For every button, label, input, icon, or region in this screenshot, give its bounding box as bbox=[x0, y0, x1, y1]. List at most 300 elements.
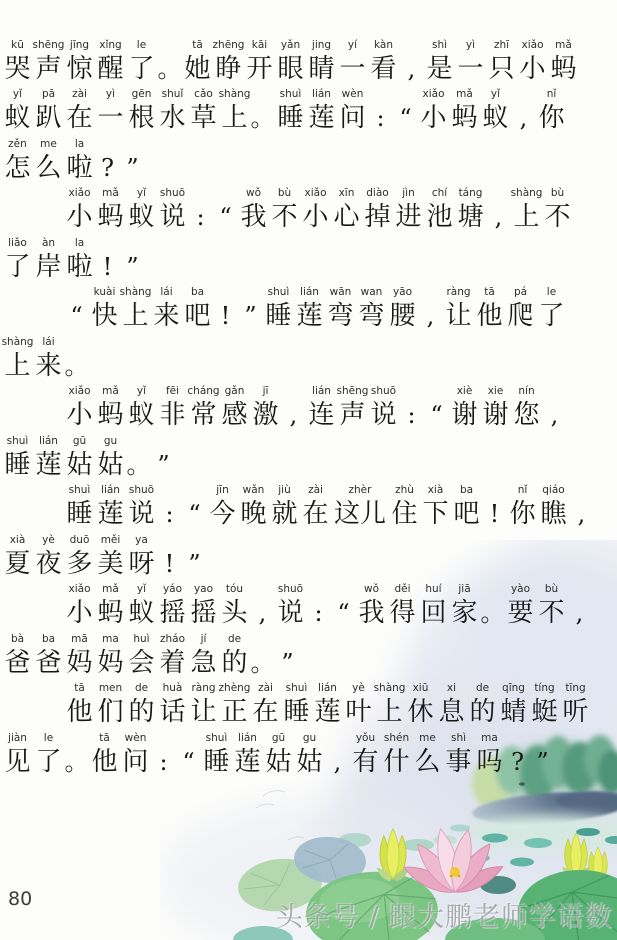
hanzi: 莲 bbox=[296, 301, 323, 331]
hanzi: 开 bbox=[246, 53, 273, 84]
pinyin: jīn bbox=[216, 484, 229, 496]
pinyin: lián bbox=[39, 434, 58, 447]
pinyin: gu bbox=[302, 731, 317, 744]
pinyin: shuō bbox=[159, 187, 186, 199]
pinyin: ba bbox=[41, 632, 56, 645]
hanzi: : bbox=[165, 500, 174, 528]
hanzi-cell bbox=[157, 681, 188, 729]
pinyin: xiǎo bbox=[68, 385, 91, 397]
hanzi: “ bbox=[182, 747, 195, 776]
punctuation-cell bbox=[213, 186, 238, 234]
hanzi: 爬 bbox=[507, 301, 534, 331]
hanzi: 蜓 bbox=[531, 697, 558, 727]
hanzi-cell bbox=[33, 137, 64, 185]
hanzi-cell bbox=[436, 681, 467, 729]
hanzi-cell bbox=[95, 681, 126, 729]
hanzi: 蚂 bbox=[97, 202, 124, 232]
hanzi: 您 bbox=[513, 400, 540, 430]
hanzi-cell bbox=[64, 632, 95, 680]
hanzi: 她 bbox=[184, 53, 211, 84]
text-line bbox=[2, 36, 592, 86]
punctuation-cell bbox=[331, 582, 356, 630]
hanzi: 会 bbox=[128, 647, 155, 678]
hanzi-cell bbox=[507, 483, 538, 531]
punctuation-cell bbox=[250, 582, 275, 630]
hanzi-cell bbox=[244, 38, 275, 86]
hanzi: 美 bbox=[97, 548, 124, 579]
pinyin: shuǐ bbox=[161, 88, 184, 100]
punctuation-cell bbox=[157, 38, 182, 86]
hanzi-cell bbox=[505, 285, 536, 333]
pinyin: xià bbox=[427, 484, 444, 496]
pinyin: gēn bbox=[131, 88, 152, 100]
hanzi-cell bbox=[356, 582, 387, 630]
hanzi-cell bbox=[368, 38, 399, 86]
pinyin: yè bbox=[42, 533, 55, 546]
pinyin: pā bbox=[41, 88, 56, 100]
pinyin: le bbox=[43, 731, 54, 744]
hanzi: 听 bbox=[562, 697, 589, 727]
pinyin: yǐ bbox=[136, 187, 147, 199]
pinyin: duō bbox=[69, 533, 90, 546]
hanzi: 蚂 bbox=[550, 53, 577, 84]
hanzi: 莲 bbox=[308, 103, 335, 133]
hanzi-cell bbox=[126, 681, 157, 729]
punctuation-cell bbox=[399, 38, 424, 86]
hanzi-cell bbox=[536, 582, 567, 630]
hanzi: 心 bbox=[333, 202, 360, 232]
hanzi: 蚁 bbox=[4, 103, 31, 133]
hanzi-cell bbox=[275, 38, 306, 86]
pinyin: shàng bbox=[510, 187, 543, 199]
hanzi: 说 bbox=[277, 598, 304, 628]
hanzi: 只 bbox=[488, 53, 515, 84]
pinyin: jing bbox=[311, 38, 332, 51]
hanzi-cell bbox=[95, 533, 126, 581]
punctuation-cell bbox=[238, 285, 263, 333]
hanzi: 要 bbox=[507, 598, 534, 628]
hanzi-cell bbox=[449, 384, 480, 432]
hanzi-cell bbox=[281, 681, 312, 729]
hanzi-cell bbox=[213, 38, 244, 86]
hanzi: 趴 bbox=[35, 103, 62, 133]
hanzi: , bbox=[494, 203, 503, 231]
pinyin: ya bbox=[135, 533, 148, 546]
hanzi-cell bbox=[64, 384, 95, 432]
hanzi-cell bbox=[337, 87, 368, 135]
hanzi: 们 bbox=[97, 697, 124, 727]
text-line bbox=[2, 185, 617, 235]
hanzi-cell bbox=[219, 582, 250, 630]
hanzi-cell bbox=[356, 285, 387, 333]
hanzi-cell bbox=[350, 731, 381, 779]
hanzi-cell bbox=[33, 632, 64, 680]
text-line bbox=[2, 630, 592, 680]
pinyin: wān bbox=[329, 286, 352, 298]
hanzi-cell bbox=[387, 285, 418, 333]
hanzi: 爸 bbox=[4, 647, 31, 678]
pinyin: shuō bbox=[370, 385, 397, 397]
pinyin: yào bbox=[510, 583, 531, 595]
watermark-text: 头条号 / 跟大鹏老师学语数 bbox=[275, 902, 613, 933]
pinyin: yì bbox=[105, 88, 116, 100]
pinyin: huí bbox=[425, 583, 442, 595]
hanzi-cell bbox=[64, 38, 95, 86]
hanzi: 晚 bbox=[240, 499, 267, 529]
hanzi-cell bbox=[511, 186, 542, 234]
text-line bbox=[2, 581, 617, 631]
hanzi: 他 bbox=[66, 697, 93, 727]
hanzi-cell bbox=[2, 434, 33, 482]
hanzi-cell bbox=[474, 285, 505, 333]
pinyin: shàng bbox=[1, 335, 34, 348]
punctuation-cell bbox=[480, 582, 505, 630]
hanzi: 来 bbox=[153, 301, 180, 331]
hanzi: 下 bbox=[422, 499, 449, 529]
punctuation-cell bbox=[418, 285, 443, 333]
hanzi: 上 bbox=[122, 301, 149, 331]
pinyin: àn bbox=[41, 236, 56, 249]
hanzi: 蚁 bbox=[128, 202, 155, 232]
hanzi-cell bbox=[486, 38, 517, 86]
hanzi: 不 bbox=[271, 202, 298, 232]
punctuation-cell bbox=[182, 533, 207, 581]
pinyin: bù bbox=[544, 583, 559, 595]
hanzi: , bbox=[575, 599, 584, 627]
hanzi-cell bbox=[536, 285, 567, 333]
pinyin: liǎo bbox=[8, 236, 27, 249]
pinyin: tā bbox=[99, 731, 110, 744]
pinyin: shuì bbox=[285, 682, 308, 694]
hanzi-cell bbox=[64, 434, 95, 482]
hanzi: 在 bbox=[66, 103, 93, 133]
pinyin: shuō bbox=[277, 583, 304, 595]
hanzi: 常 bbox=[190, 400, 217, 430]
hanzi: 住 bbox=[391, 499, 418, 529]
pinyin: ràng bbox=[446, 286, 471, 298]
hanzi-cell bbox=[33, 87, 64, 135]
pinyin: ba bbox=[190, 286, 205, 298]
hanzi: 多 bbox=[66, 548, 93, 579]
pinyin: gū bbox=[72, 434, 87, 447]
hanzi: : bbox=[314, 599, 323, 627]
hanzi: 不 bbox=[544, 202, 571, 232]
pinyin: yǐ bbox=[490, 88, 501, 100]
text-line bbox=[2, 383, 617, 433]
hanzi-cell bbox=[64, 137, 95, 185]
pinyin: jiù bbox=[278, 484, 291, 496]
hanzi-cell bbox=[238, 186, 269, 234]
hanzi: 。 bbox=[250, 104, 275, 132]
pinyin: nín bbox=[518, 385, 535, 397]
hanzi: 小 bbox=[66, 598, 93, 628]
hanzi: 在 bbox=[252, 697, 279, 727]
punctuation-cell bbox=[275, 632, 300, 680]
hanzi-cell bbox=[405, 681, 436, 729]
hanzi-cell bbox=[64, 483, 95, 531]
hanzi-cell bbox=[188, 384, 219, 432]
pinyin: tīng bbox=[565, 682, 586, 694]
hanzi: 啦 bbox=[66, 251, 93, 282]
pinyin: kū bbox=[11, 38, 24, 51]
pinyin: shēng bbox=[336, 385, 369, 397]
hanzi: , bbox=[426, 302, 435, 330]
hanzi: 上 bbox=[376, 697, 403, 727]
hanzi-cell bbox=[157, 186, 188, 234]
pinyin: diào bbox=[366, 187, 389, 199]
hanzi-cell bbox=[529, 681, 560, 729]
hanzi: 么 bbox=[414, 746, 441, 777]
hanzi: 就 bbox=[271, 499, 298, 529]
text-line bbox=[2, 432, 592, 482]
pinyin: lái bbox=[42, 335, 55, 348]
hanzi-cell bbox=[343, 681, 374, 729]
hanzi-cell bbox=[424, 38, 455, 86]
hanzi: 的 bbox=[469, 697, 496, 727]
hanzi-cell bbox=[2, 533, 33, 581]
pinyin: mǎ bbox=[555, 38, 572, 51]
punctuation-cell bbox=[182, 483, 207, 531]
pinyin: yao bbox=[193, 583, 214, 595]
hanzi-cell bbox=[250, 681, 281, 729]
hanzi-cell bbox=[325, 285, 356, 333]
pinyin: mǎ bbox=[456, 88, 473, 100]
pinyin: ma bbox=[102, 632, 119, 645]
pinyin: xiǎo bbox=[422, 88, 445, 100]
hanzi-cell bbox=[238, 483, 269, 531]
punctuation-cell bbox=[250, 632, 275, 680]
hanzi: “ bbox=[70, 302, 83, 330]
pinyin: ma bbox=[481, 731, 498, 744]
pinyin: mā bbox=[71, 632, 88, 645]
punctuation-cell bbox=[399, 384, 424, 432]
hanzi: 感 bbox=[221, 400, 248, 430]
hanzi: 是 bbox=[426, 53, 453, 84]
pinyin: zhēng bbox=[212, 38, 245, 51]
hanzi: ! bbox=[220, 302, 231, 330]
hanzi-cell bbox=[33, 38, 64, 86]
hanzi: 在 bbox=[302, 499, 329, 529]
pinyin: ba bbox=[459, 484, 474, 496]
hanzi: “ bbox=[430, 401, 443, 429]
punctuation-cell bbox=[95, 137, 120, 185]
hanzi: 说 bbox=[370, 400, 397, 430]
hanzi-cell bbox=[455, 38, 486, 86]
hanzi: 瞧 bbox=[540, 499, 567, 529]
hanzi-cell bbox=[331, 186, 362, 234]
hanzi-cell bbox=[306, 87, 337, 135]
hanzi-cell bbox=[424, 186, 455, 234]
pinyin: xīn bbox=[338, 187, 355, 199]
pinyin: táng bbox=[458, 187, 483, 199]
pinyin: cǎo bbox=[194, 88, 213, 100]
hanzi: 小 bbox=[420, 103, 447, 133]
pinyin: huì bbox=[133, 632, 150, 645]
hanzi: , bbox=[407, 54, 416, 83]
pinyin: zài bbox=[258, 682, 273, 694]
hanzi: 吗 bbox=[476, 746, 503, 777]
punctuation-cell bbox=[188, 186, 213, 234]
pinyin: xiǎo bbox=[68, 583, 91, 595]
hanzi: ! bbox=[102, 252, 113, 281]
hanzi-cell bbox=[269, 483, 300, 531]
pinyin: wan bbox=[360, 286, 383, 298]
hanzi-cell bbox=[263, 285, 294, 333]
hanzi-cell bbox=[300, 186, 331, 234]
hanzi: 一 bbox=[339, 53, 366, 84]
hanzi: 有 bbox=[352, 746, 379, 777]
hanzi: 息 bbox=[438, 697, 465, 727]
pinyin: shén bbox=[383, 731, 410, 744]
punctuation-cell bbox=[424, 384, 449, 432]
hanzi-cell bbox=[232, 731, 263, 779]
hanzi: 莲 bbox=[234, 746, 261, 777]
hanzi: ” bbox=[536, 747, 549, 776]
hanzi: 睡 bbox=[203, 746, 230, 777]
hanzi: 今 bbox=[209, 499, 236, 529]
punctuation-cell bbox=[569, 483, 594, 531]
hanzi: 叶 bbox=[345, 697, 372, 727]
hanzi-cell bbox=[498, 681, 529, 729]
hanzi-cell bbox=[126, 186, 157, 234]
hanzi: , bbox=[289, 401, 298, 429]
pinyin: lián bbox=[101, 484, 120, 496]
hanzi-cell bbox=[420, 483, 451, 531]
punctuation-cell bbox=[482, 483, 507, 531]
hanzi: 睡 bbox=[283, 697, 310, 727]
hanzi-cell bbox=[443, 285, 474, 333]
hanzi: 。 bbox=[126, 450, 151, 479]
hanzi: 掉 bbox=[364, 202, 391, 232]
hanzi: 见 bbox=[4, 746, 31, 777]
hanzi: 他 bbox=[476, 301, 503, 331]
hanzi: 小 bbox=[66, 400, 93, 430]
hanzi: 你 bbox=[538, 103, 565, 133]
pinyin: wǒ bbox=[245, 187, 261, 199]
hanzi-cell bbox=[126, 582, 157, 630]
hanzi: 一 bbox=[97, 103, 124, 133]
hanzi: , bbox=[333, 747, 342, 776]
hanzi: 声 bbox=[339, 400, 366, 430]
hanzi-cell bbox=[157, 632, 188, 680]
hanzi: 。 bbox=[480, 599, 505, 627]
pinyin: me bbox=[40, 137, 57, 150]
hanzi-cell bbox=[455, 186, 486, 234]
pinyin: xǐng bbox=[99, 38, 122, 51]
hanzi-cell bbox=[480, 384, 511, 432]
hanzi-cell bbox=[2, 236, 33, 284]
hanzi-cell bbox=[33, 434, 64, 482]
hanzi: ” bbox=[126, 252, 139, 281]
hanzi-cell bbox=[188, 632, 219, 680]
pinyin: yǐ bbox=[12, 88, 23, 100]
hanzi-cell bbox=[389, 483, 420, 531]
hanzi-cell bbox=[95, 38, 126, 86]
pinyin: xiǎo bbox=[304, 187, 327, 199]
pinyin: shàng bbox=[119, 286, 152, 298]
punctuation-cell bbox=[126, 434, 151, 482]
hanzi-cell bbox=[294, 731, 325, 779]
hanzi: 岸 bbox=[35, 251, 62, 282]
hanzi: 草 bbox=[190, 103, 217, 133]
hanzi: 声 bbox=[35, 53, 62, 84]
hanzi-cell bbox=[2, 38, 33, 86]
text-line bbox=[2, 729, 592, 779]
hanzi: 啦 bbox=[66, 152, 93, 183]
pinyin: tā bbox=[74, 682, 85, 694]
hanzi: 急 bbox=[190, 647, 217, 678]
hanzi: 摇 bbox=[190, 598, 217, 628]
hanzi: 塘 bbox=[457, 202, 484, 232]
hanzi: 的 bbox=[128, 697, 155, 727]
hanzi: 睡 bbox=[277, 103, 304, 133]
hanzi: , bbox=[550, 401, 559, 429]
hanzi: 上 bbox=[4, 350, 31, 381]
hanzi-cell bbox=[33, 335, 64, 383]
hanzi: 姑 bbox=[97, 449, 124, 480]
text-line bbox=[2, 284, 617, 334]
hanzi-cell bbox=[33, 533, 64, 581]
hanzi: 我 bbox=[358, 598, 385, 628]
hanzi-cell bbox=[412, 731, 443, 779]
hanzi: 弯 bbox=[358, 301, 385, 331]
hanzi: 谢 bbox=[482, 400, 509, 430]
hanzi-cell bbox=[517, 38, 548, 86]
hanzi: 看 bbox=[370, 53, 397, 84]
hanzi: 了 bbox=[128, 53, 155, 84]
hanzi: 让 bbox=[445, 301, 472, 331]
hanzi: 莲 bbox=[97, 499, 124, 529]
hanzi: 你 bbox=[509, 499, 536, 529]
hanzi: 谢 bbox=[451, 400, 478, 430]
hanzi: 来 bbox=[35, 350, 62, 381]
hanzi: 小 bbox=[302, 202, 329, 232]
pinyin: bà bbox=[10, 632, 25, 645]
pinyin: lián bbox=[318, 682, 337, 694]
hanzi: 小 bbox=[66, 202, 93, 232]
hanzi-cell bbox=[306, 384, 337, 432]
pinyin: qiáo bbox=[542, 484, 565, 496]
pinyin: nǐ bbox=[546, 88, 557, 100]
punctuation-cell bbox=[176, 731, 201, 779]
pinyin: bù bbox=[550, 187, 565, 199]
hanzi: ” bbox=[188, 549, 201, 578]
hanzi: 根 bbox=[128, 103, 155, 133]
hanzi: ? bbox=[101, 153, 114, 182]
hanzi: 。 bbox=[250, 648, 275, 677]
pinyin: shuì bbox=[205, 731, 228, 744]
punctuation-cell bbox=[530, 731, 555, 779]
hanzi: 问 bbox=[339, 103, 366, 133]
pinyin: kāi bbox=[251, 38, 268, 51]
hanzi-cell bbox=[120, 731, 151, 779]
pinyin: zhèng bbox=[218, 682, 251, 694]
hanzi: 家 bbox=[451, 598, 478, 628]
hanzi: ” bbox=[244, 302, 257, 330]
hanzi-cell bbox=[64, 236, 95, 284]
pinyin: huà bbox=[162, 682, 183, 694]
pinyin: zěn bbox=[8, 137, 27, 150]
hanzi-cell bbox=[306, 38, 337, 86]
pinyin: yǎn bbox=[280, 38, 301, 51]
punctuation-cell bbox=[120, 137, 145, 185]
hanzi: 哭 bbox=[4, 53, 31, 84]
hanzi-cell bbox=[157, 87, 188, 135]
hanzi: 事 bbox=[445, 746, 472, 777]
pinyin: chí bbox=[431, 187, 448, 199]
hanzi: 了 bbox=[538, 301, 565, 331]
pinyin: de bbox=[475, 682, 490, 694]
